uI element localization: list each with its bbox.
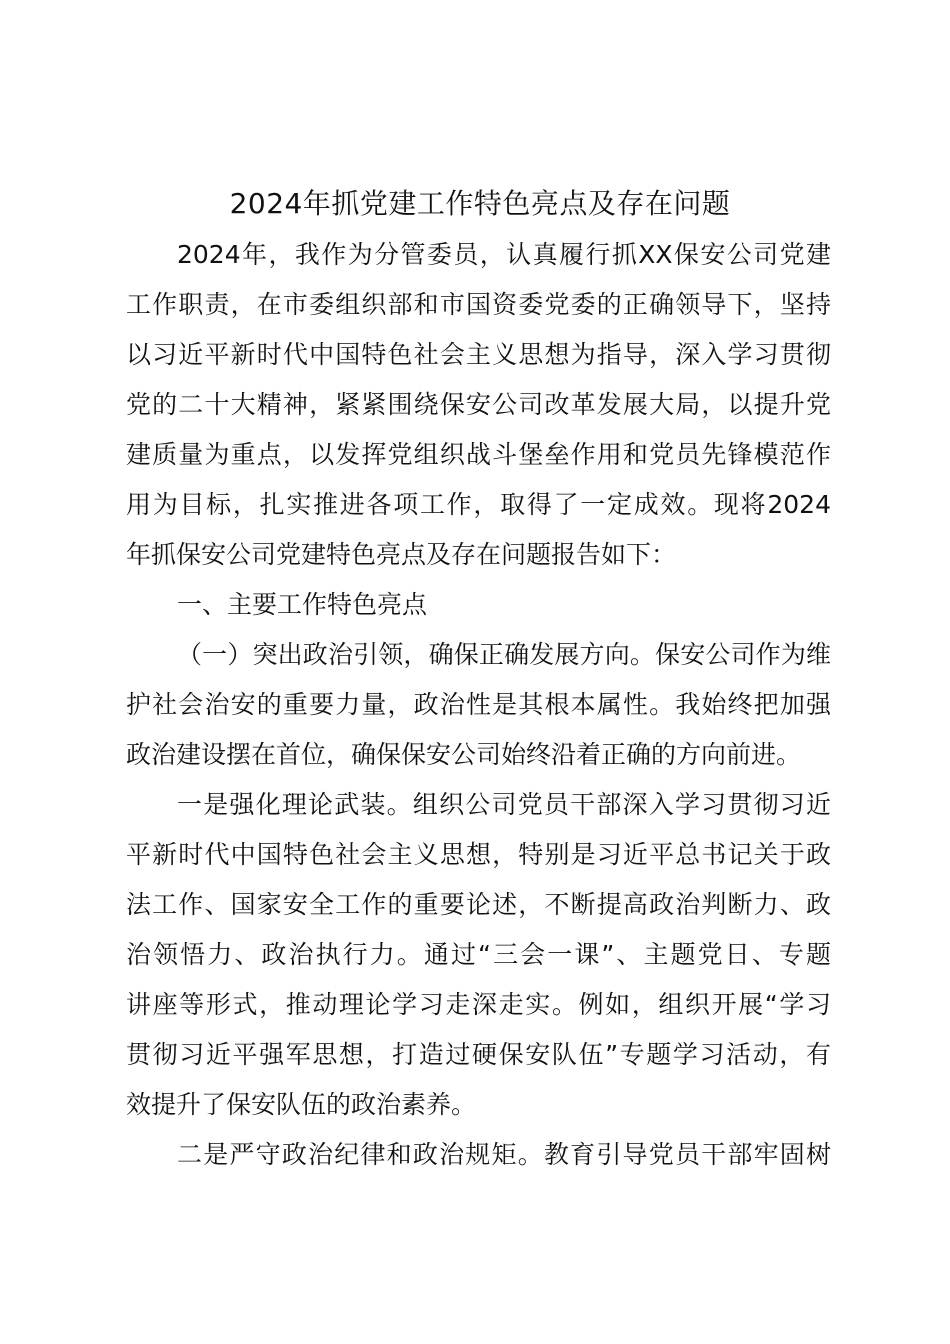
paragraph-line: 效提升了保安队伍的政治素养。	[126, 1090, 477, 1119]
document-title: 2024年抓党建工作特色亮点及存在问题	[229, 187, 731, 220]
paragraph-line: 建质量为重点，以发挥党组织战斗堡垒作用和党员先锋模范作	[126, 440, 831, 469]
paragraph-line: 工作职责，在市委组织部和市国资委党委的正确领导下，坚持	[126, 290, 831, 319]
paragraph-line: 年抓保安公司党建特色亮点及存在问题报告如下：	[126, 540, 677, 569]
paragraph-line: 法工作、国家安全工作的重要论述，不断提高政治判断力、政	[126, 890, 831, 919]
paragraph-line: 治领悟力、政治执行力。通过“三会一课”、主题党日、专题	[126, 940, 831, 969]
paragraph-line: 2024年，我作为分管委员，认真履行抓XX保安公司党建	[177, 240, 831, 269]
paragraph-line: 平新时代中国特色社会主义思想，特别是习近平总书记关于政	[126, 840, 831, 869]
section-heading: 一、主要工作特色亮点	[177, 590, 428, 619]
paragraph-line: 护社会治安的重要力量，政治性是其根本属性。我始终把加强	[126, 690, 831, 719]
paragraph-line: 以习近平新时代中国特色社会主义思想为指导，深入学习贯彻	[126, 340, 831, 369]
paragraph-line: 用为目标，扎实推进各项工作，取得了一定成效。现将2024	[126, 490, 831, 519]
paragraph-line: 贯彻习近平强军思想，打造过硬保安队伍”专题学习活动，有	[126, 1040, 831, 1069]
paragraph-line: 政治建设摆在首位，确保保安公司始终沿着正确的方向前进。	[126, 740, 802, 769]
paragraph-line: 党的二十大精神，紧紧围绕保安公司改革发展大局，以提升党	[126, 390, 831, 419]
paragraph-line: （一）突出政治引领，确保正确发展方向。保安公司作为维	[177, 640, 831, 669]
paragraph-line: 一是强化理论武装。组织公司党员干部深入学习贯彻习近	[177, 790, 831, 819]
paragraph-line: 二是严守政治纪律和政治规矩。教育引导党员干部牢固树	[177, 1140, 831, 1169]
paragraph-line: 讲座等形式，推动理论学习走深走实。例如，组织开展“学习	[126, 990, 831, 1019]
